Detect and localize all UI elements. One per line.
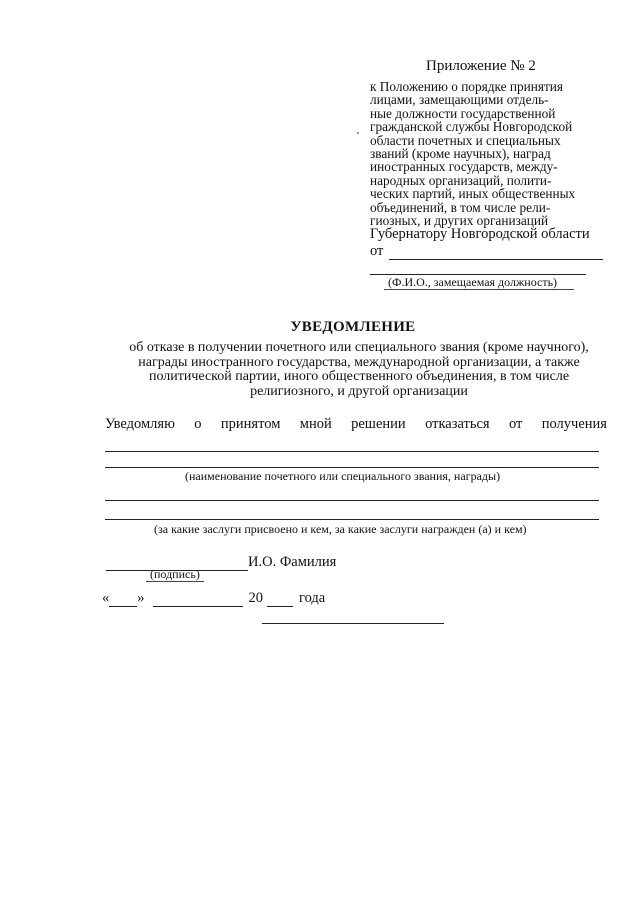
date-row bbox=[102, 590, 325, 607]
signature-row bbox=[106, 554, 336, 571]
from-field[interactable] bbox=[389, 244, 603, 260]
document-title: УВЕДОМЛЕНИЕ bbox=[290, 319, 416, 335]
from-row bbox=[370, 243, 603, 260]
notify-word: принятом bbox=[220, 416, 281, 432]
fio-caption: (Ф.И.О., замещаемая должность) bbox=[388, 275, 558, 289]
appendix-reference-line: народных организаций, полити- bbox=[370, 172, 552, 188]
merits-field-line-2[interactable] bbox=[105, 519, 599, 520]
year-suffix: года bbox=[299, 590, 326, 606]
appendix-reference-line: области почетных и специальных bbox=[370, 132, 561, 148]
award-caption: (наименование почетного или специального звания, награды) bbox=[185, 469, 501, 483]
appendix-reference-line: объединений, в том числе рели- bbox=[370, 199, 551, 215]
appendix-reference-line: лицами, замещающими отдель- bbox=[370, 92, 549, 108]
notify-sentence bbox=[105, 416, 607, 433]
subject-line: политической партии, иного общественного объединения, в том числе bbox=[148, 369, 570, 384]
addressee: Губернатору Новгородской области bbox=[370, 226, 590, 242]
date-open-quote: « bbox=[102, 590, 110, 606]
signature-caption: (подпись) bbox=[150, 567, 200, 581]
subject-line: награды иностранного государства, международной организации, а также bbox=[138, 354, 580, 370]
appendix-reference-line: гиозных, и других организаций bbox=[370, 212, 549, 228]
appendix-title: Приложение № 2 bbox=[426, 58, 536, 74]
appendix-reference-line: ческих партий, иных общественных bbox=[370, 186, 576, 202]
month-field[interactable] bbox=[153, 591, 243, 607]
award-field-line-2[interactable] bbox=[105, 467, 599, 468]
merits-caption: (за какие заслуги присвоено и кем, за какие заслуги награжден (а) и кем) bbox=[154, 522, 527, 536]
notify-word: решении bbox=[351, 416, 406, 432]
notify-word: получения bbox=[541, 416, 607, 432]
notify-word: от bbox=[508, 416, 523, 432]
signature-caption-underline bbox=[146, 581, 204, 582]
document-end-rule bbox=[262, 623, 444, 624]
merits-field-line-1[interactable] bbox=[105, 500, 599, 501]
fio-caption-underline bbox=[384, 289, 574, 290]
notify-word: Уведомляю bbox=[105, 416, 175, 432]
year-field[interactable] bbox=[267, 591, 293, 607]
year-century: 20 bbox=[248, 590, 263, 606]
date-close-quote: » bbox=[137, 590, 145, 606]
notify-word: отказаться bbox=[425, 416, 490, 432]
document-subject bbox=[80, 341, 638, 399]
subject-line: об отказе в получении почетного или специального звания (кроме научного), bbox=[129, 340, 589, 355]
award-field-line-1[interactable] bbox=[105, 451, 599, 452]
from-label: от bbox=[370, 243, 384, 259]
appendix-reference-line: ные должности государственной bbox=[370, 105, 556, 121]
day-field[interactable] bbox=[109, 591, 137, 607]
appendix-reference-line: к Положению о порядке принятия bbox=[370, 79, 563, 94]
appendix-reference-line: званий (кроме научных), наград bbox=[370, 145, 551, 161]
signer-name: И.О. Фамилия bbox=[248, 554, 337, 570]
appendix-reference-line: гражданской службы Новгородской bbox=[370, 119, 573, 135]
notify-word: о bbox=[194, 416, 202, 432]
notify-word: мной bbox=[299, 416, 332, 432]
appendix-reference-line: иностранных государств, между- bbox=[370, 159, 558, 175]
appendix-reference bbox=[370, 80, 575, 227]
subject-line: религиозного, и другой организации bbox=[250, 383, 468, 399]
scan-speck bbox=[357, 132, 359, 134]
